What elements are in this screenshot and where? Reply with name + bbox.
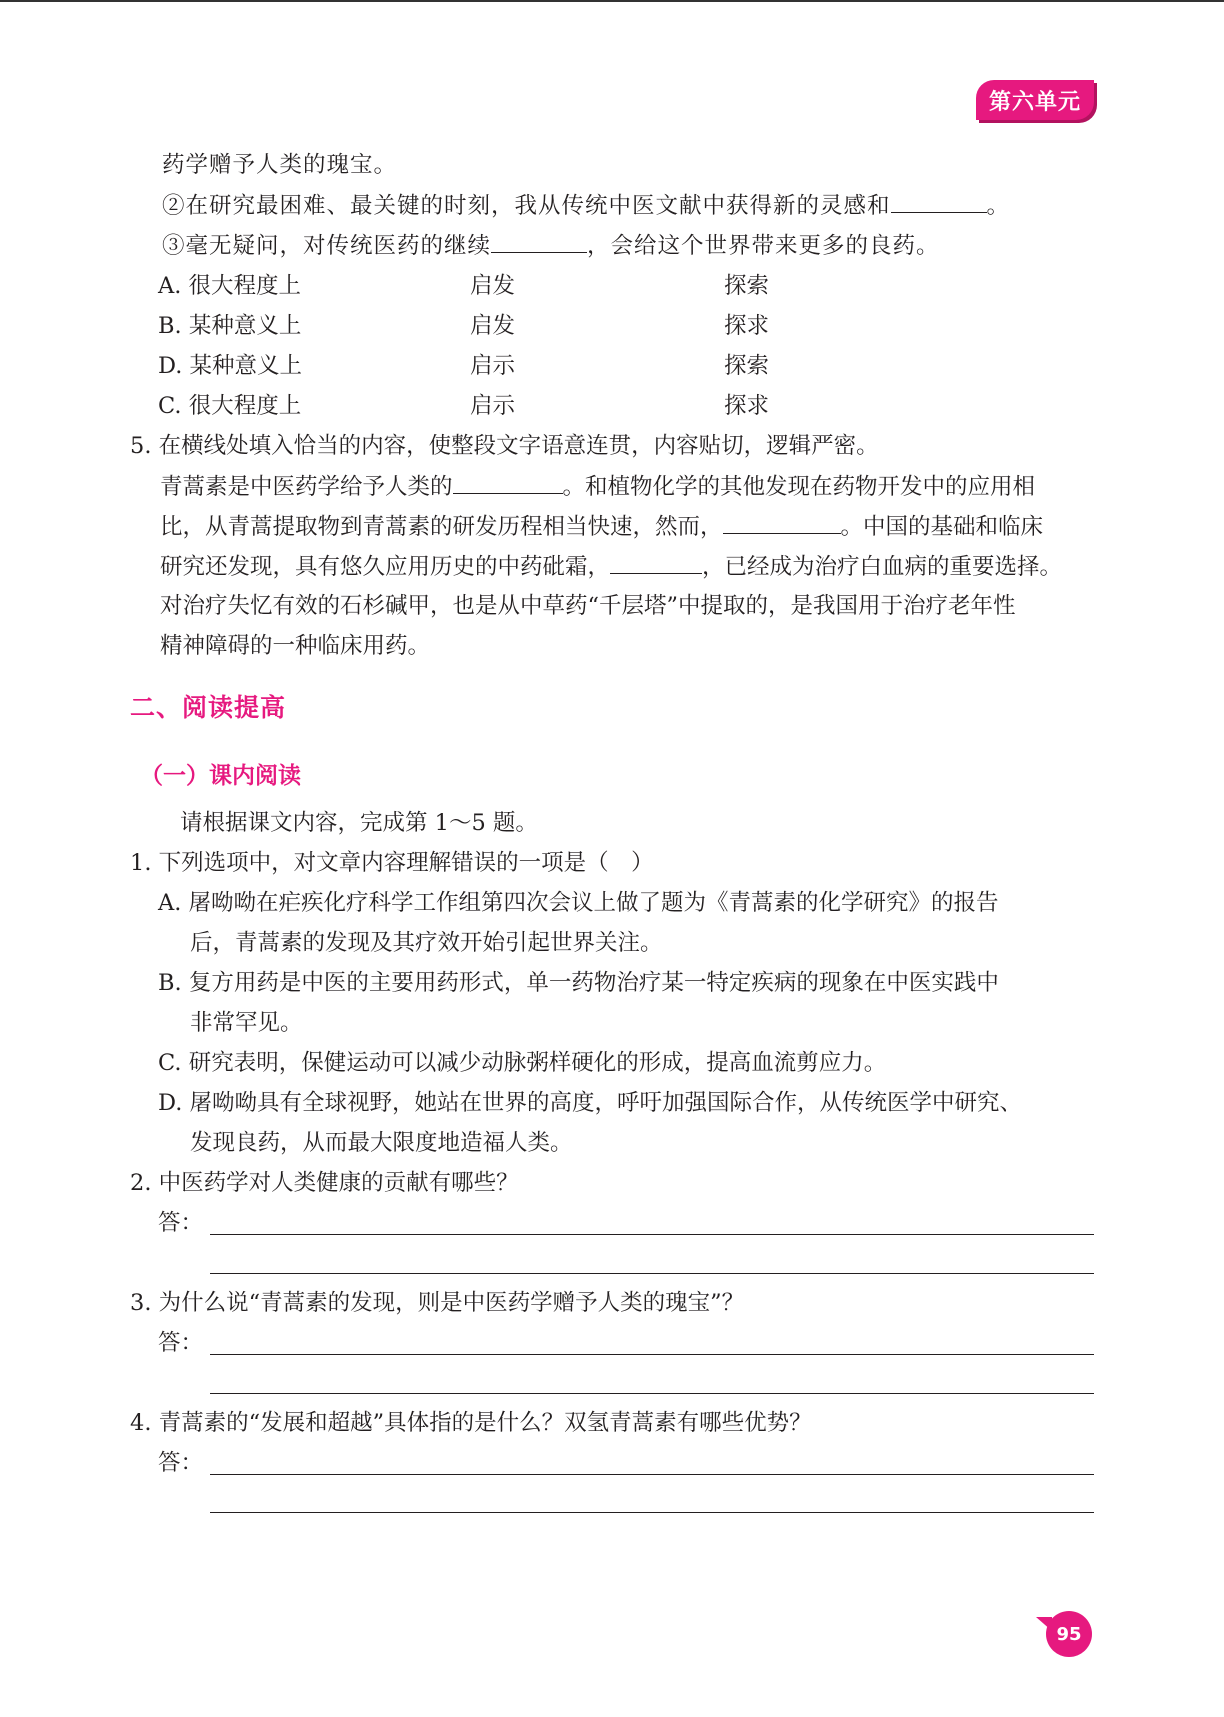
q5-line-2 xyxy=(160,511,1043,542)
item-2-end: 。 xyxy=(986,193,1011,219)
q5-prompt: 5. 在横线处填入恰当的内容，使整段文字语意连贯，内容贴切，逻辑严密。 xyxy=(130,433,879,459)
option-c-col3: 探求 xyxy=(724,393,770,419)
q5-text: 比，从青蒿提取物到青蒿素的研发历程相当快速，然而， xyxy=(160,514,723,540)
q5-line-3 xyxy=(160,551,1062,582)
q2-answer-label: 答： xyxy=(158,1210,204,1236)
option-b-col1: B. 某种意义上 xyxy=(158,313,302,339)
item-3-end: ，会给这个世界带来更多的良药。 xyxy=(587,233,940,259)
q4-answer-line[interactable] xyxy=(210,1512,1094,1513)
q5-line-4: 对治疗失忆有效的石杉碱甲，也是从中草药“千层塔”中提取的，是我国用于治疗老年性 xyxy=(160,593,1016,619)
option-d-col3: 探索 xyxy=(724,353,770,379)
q5-line-5: 精神障碍的一种临床用药。 xyxy=(160,633,431,659)
q1-option-a-cont: 后，青蒿素的发现及其疗效开始引起世界关注。 xyxy=(190,930,663,956)
page-number: 95 xyxy=(1056,1623,1082,1645)
blank xyxy=(610,551,702,574)
q5-text: 。中国的基础和临床 xyxy=(840,514,1044,540)
option-d-col1: D. 某种意义上 xyxy=(158,353,303,379)
option-b-col3: 探求 xyxy=(724,313,770,339)
q3-answer-label: 答： xyxy=(158,1330,204,1356)
top-rule xyxy=(0,0,1224,2)
blank xyxy=(491,230,587,253)
section-title: 二、阅读提高 xyxy=(130,693,287,722)
q2-answer-line[interactable] xyxy=(210,1234,1094,1235)
option-d-col2: 启示 xyxy=(470,353,516,379)
option-a-col3: 探索 xyxy=(724,273,770,299)
q5-text: ，已经成为治疗白血病的重要选择。 xyxy=(702,554,1063,580)
blank xyxy=(453,471,563,494)
q2-answer-line[interactable] xyxy=(210,1273,1094,1274)
q3-stem: 3. 为什么说“青蒿素的发现，则是中医药学赠予人类的瑰宝”？ xyxy=(130,1290,745,1316)
item-3-text: ③毫无疑问，对传统医药的继续 xyxy=(162,233,492,259)
q2-stem: 2. 中医药学对人类健康的贡献有哪些？ xyxy=(130,1170,519,1196)
q1-option-b: B. 复方用药是中医的主要用药形式，单一药物治疗某一特定疾病的现象在中医实践中 xyxy=(158,970,999,996)
subsection-title: （一）课内阅读 xyxy=(140,763,301,789)
q3-answer-line[interactable] xyxy=(210,1393,1094,1394)
option-a-col2: 启发 xyxy=(470,273,516,299)
unit-tab: 第六单元 xyxy=(976,80,1094,120)
continuation-line: 药学赠予人类的瑰宝。 xyxy=(162,152,398,178)
blank xyxy=(891,190,987,213)
page-number-badge xyxy=(1046,1611,1092,1657)
q4-answer-label: 答： xyxy=(158,1450,204,1476)
q1-option-d-cont: 发现良药，从而最大限度地造福人类。 xyxy=(190,1130,573,1156)
q4-answer-line[interactable] xyxy=(210,1474,1094,1475)
q3-answer-line[interactable] xyxy=(210,1354,1094,1355)
item-2 xyxy=(162,190,1010,221)
q1-option-b-cont: 非常罕见。 xyxy=(190,1010,303,1036)
option-a-col1: A. 很大程度上 xyxy=(158,273,302,299)
q5-line-1 xyxy=(160,471,1035,502)
option-c-col1: C. 很大程度上 xyxy=(158,393,302,419)
q1-option-a: A. 屠呦呦在疟疾化疗科学工作组第四次会议上做了题为《青蒿素的化学研究》的报告 xyxy=(158,890,999,916)
instruction: 请根据课文内容，完成第 1～5 题。 xyxy=(180,810,538,836)
q1-option-c: C. 研究表明，保健运动可以减少动脉粥样硬化的形成，提高血流剪应力。 xyxy=(158,1050,887,1076)
q5-text: 。和植物化学的其他发现在药物开发中的应用相 xyxy=(562,474,1036,500)
option-b-col2: 启发 xyxy=(470,313,516,339)
q1-stem: 1. 下列选项中，对文章内容理解错误的一项是（ ） xyxy=(130,850,654,876)
blank xyxy=(723,511,841,534)
q5-text: 青蒿素是中医药学给予人类的 xyxy=(160,474,453,500)
option-c-col2: 启示 xyxy=(470,393,516,419)
item-3 xyxy=(162,230,940,261)
q1-option-d: D. 屠呦呦具有全球视野，她站在世界的高度，呼吁加强国际合作，从传统医学中研究、 xyxy=(158,1090,1023,1116)
q4-stem: 4. 青蒿素的“发展和超越”具体指的是什么？双氢青蒿素有哪些优势？ xyxy=(130,1410,812,1436)
item-2-text: ②在研究最困难、最关键的时刻，我从传统中医文献中获得新的灵感和 xyxy=(162,193,891,219)
q5-text: 研究还发现，具有悠久应用历史的中药砒霜， xyxy=(160,554,611,580)
